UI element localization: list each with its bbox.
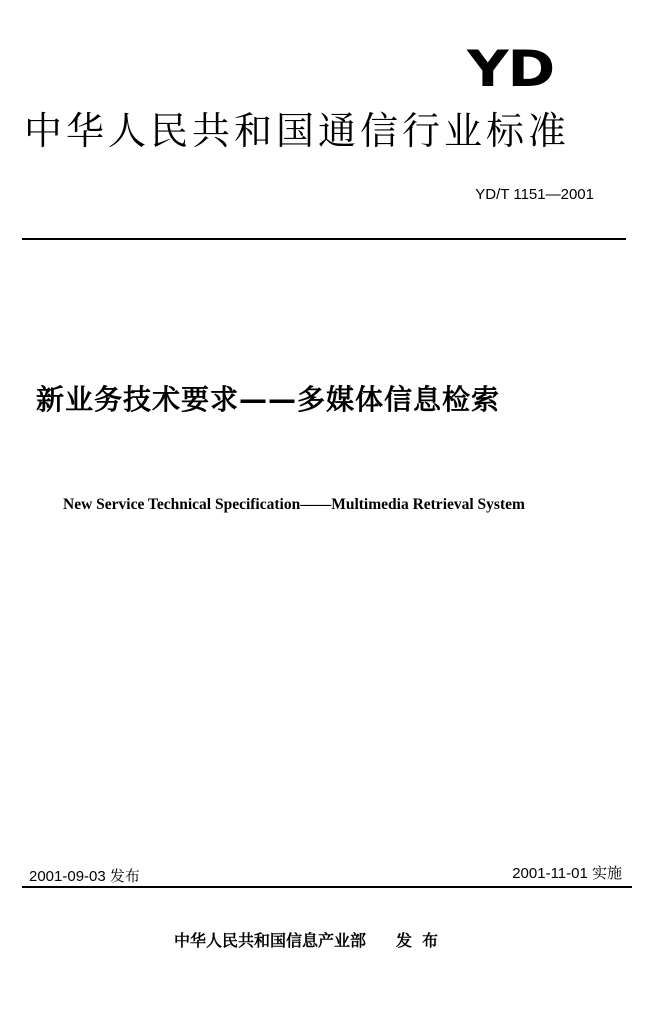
publisher-line bbox=[174, 928, 448, 951]
standard-number: YD/T 1151—2001 bbox=[475, 186, 594, 203]
top-divider bbox=[22, 238, 626, 240]
yd-logo: YD bbox=[467, 40, 555, 98]
implementation-date: 2001-11-01 实施 bbox=[512, 865, 622, 882]
org-title: 中华人民共和国通信行业标准 bbox=[24, 109, 571, 153]
document-title-chinese: 新业务技术要求——多媒体信息检索 bbox=[36, 383, 501, 416]
issue-date: 2001-09-03 发布 bbox=[29, 868, 140, 885]
bottom-divider bbox=[22, 886, 632, 888]
publisher-name: 中华人民共和国信息产业部 bbox=[174, 931, 367, 950]
document-title-english: New Service Technical Specification——Multimedia Retrieval System bbox=[63, 496, 525, 513]
publisher-action: 发布 bbox=[396, 931, 449, 950]
